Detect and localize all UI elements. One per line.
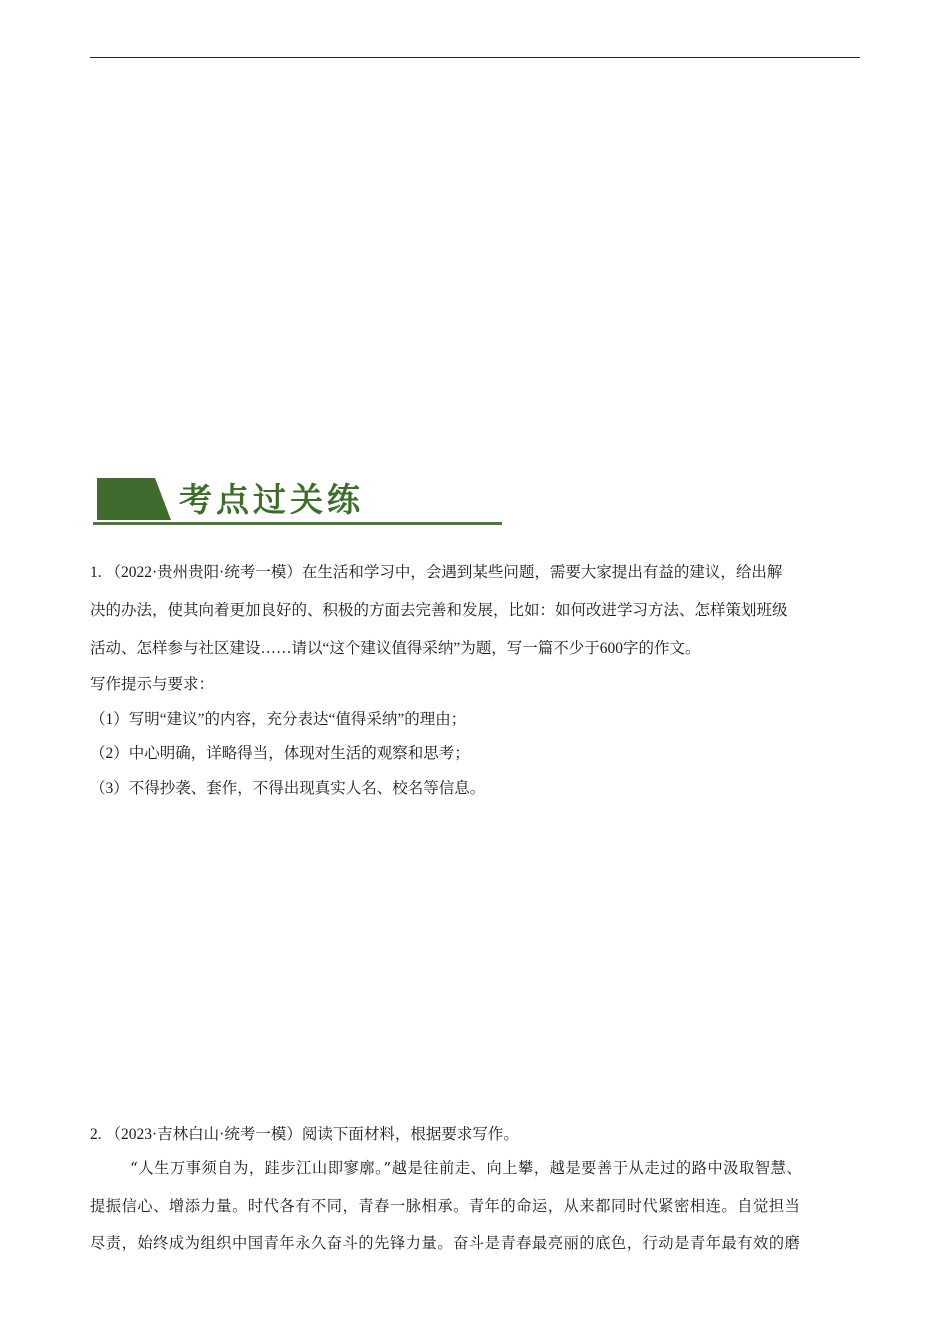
q1-line-3: 活动、怎样参与社区建设……请以“这个建议值得采纳”为题，写一篇不少于600字的作文。 <box>90 640 701 657</box>
q2-passage-line-1: “人生万事须自为，跬步江山即寥廓。”越是往前走、向上攀，越是要善于从走过的路中汲取智慧、 <box>130 1159 803 1177</box>
q2-passage-line-2: 提振信心、增添力量。时代各有不同，青春一脉相承。青年的命运，从来都同时代紧密相连。自觉担当 <box>90 1197 801 1215</box>
q1-line-1: 1. （2022·贵州贵阳·统考一模）在生活和学习中，会遇到某些问题，需要大家提出有益的建议，给出解 <box>90 564 783 581</box>
q1-line-2: 决的办法，使其向着更加良好的、积极的方面去完善和发展，比如：如何改进学习方法、怎样策划班级 <box>90 602 788 619</box>
section-banner <box>93 478 503 530</box>
q1-requirement-2: （2）中心明确，详略得当，体现对生活的观察和思考； <box>90 745 470 762</box>
header-rule <box>90 57 860 58</box>
q1-hint-title: 写作提示与要求： <box>90 676 215 693</box>
q1-requirement-1: （1）写明“建议”的内容，充分表达“值得采纳”的理由； <box>90 711 467 728</box>
q1-requirement-3: （3）不得抄袭、套作，不得出现真实人名、校名等信息。 <box>90 780 486 797</box>
banner-underline <box>93 522 502 525</box>
q2-passage-line-3: 尽责，始终成为组织中国青年永久奋斗的先锋力量。奋斗是青春最亮丽的底色，行动是青年最有效的磨 <box>90 1234 801 1252</box>
banner-block <box>93 478 173 520</box>
q2-header: 2. （2023·吉林白山·统考一模）阅读下面材料，根据要求写作。 <box>90 1126 519 1143</box>
section-title: 考点过关练 <box>179 480 364 519</box>
